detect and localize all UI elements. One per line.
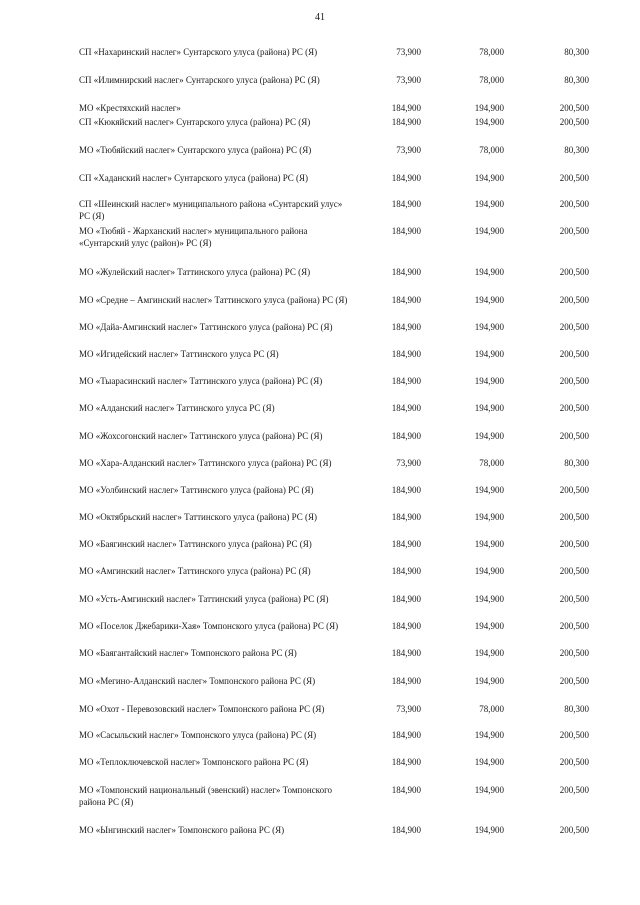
settlement-name: МО «Октябрьский наслег» Таттинского улуса (района) РС (Я) [79, 512, 317, 522]
value-col-1: 73,900 [396, 704, 421, 714]
value-col-3: 200,500 [559, 226, 589, 236]
value-col-1: 184,900 [391, 295, 421, 305]
settlement-name: МО «Мегино-Алданский наслег» Томпонского района РС (Я) [79, 676, 316, 686]
value-col-1: 184,900 [391, 403, 421, 413]
settlement-name: МО «Баягантайский наслег» Томпонского района РС (Я) [79, 648, 297, 658]
value-col-1: 184,900 [391, 785, 421, 795]
value-col-1: 184,900 [391, 648, 421, 658]
value-col-1: 184,900 [391, 539, 421, 549]
settlement-name: СП «Кюкяйский наслег» Сунтарского улуса (района) РС (Я) [79, 117, 311, 127]
value-col-1: 184,900 [391, 485, 421, 495]
value-col-1: 73,900 [396, 47, 421, 57]
value-col-1: 184,900 [391, 226, 421, 236]
settlement-name: МО «Средне – Амгинский наслег» Таттинского улуса (района) РС (Я) [79, 295, 348, 305]
settlement-name: СП «Нахаринский наслег» Сунтарского улуса (района) РС (Я) [79, 47, 318, 57]
value-col-3: 200,500 [559, 349, 589, 359]
value-col-1: 73,900 [396, 145, 421, 155]
settlement-name: СП «Илимнирский наслег» Сунтарского улуса (района) РС (Я) [79, 75, 320, 85]
value-col-3: 200,500 [559, 431, 589, 441]
value-col-1: 184,900 [391, 117, 421, 127]
value-col-1: 184,900 [391, 825, 421, 835]
settlement-name: СП «Шеинский наслег» муниципального района «Сунтарский улус» РС (Я) [79, 199, 343, 221]
value-col-3: 80,300 [564, 458, 589, 468]
value-col-3: 200,500 [559, 648, 589, 658]
value-col-3: 200,500 [559, 322, 589, 332]
value-col-1: 184,900 [391, 376, 421, 386]
value-col-3: 200,500 [559, 403, 589, 413]
value-col-1: 73,900 [396, 75, 421, 85]
settlement-name: МО «Ынгинский наслег» Томпонского района РС (Я) [79, 825, 285, 835]
value-col-1: 184,900 [391, 730, 421, 740]
value-col-2: 194,900 [474, 267, 504, 277]
settlement-name: МО «Жулейский наслег» Таттинского улуса (района) РС (Я) [79, 267, 311, 277]
value-col-2: 194,900 [474, 376, 504, 386]
settlement-name: МО «Тыарасинский наслег» Таттинского улуса (района) РС (Я) [79, 376, 323, 386]
value-col-2: 194,900 [474, 117, 504, 127]
value-col-2: 194,900 [474, 485, 504, 495]
settlement-name: МО «Тюбяйский наслег» Сунтарского улуса (района) РС (Я) [79, 145, 312, 155]
settlement-name: МО «Хара-Алданский наслег» Таттинского улуса (района) РС (Я) [79, 458, 332, 468]
value-col-1: 184,900 [391, 431, 421, 441]
value-col-3: 200,500 [559, 117, 589, 127]
settlement-name: МО «Сасыльский наслег» Томпонского улуса (района) РС (Я) [79, 730, 317, 740]
value-col-2: 194,900 [474, 512, 504, 522]
value-col-2: 78,000 [479, 458, 504, 468]
value-col-1: 184,900 [391, 594, 421, 604]
value-col-3: 200,500 [559, 199, 589, 209]
value-col-1: 73,900 [396, 458, 421, 468]
settlement-name: МО «Баягинский наслег» Таттинского улуса (района) РС (Я) [79, 539, 312, 549]
value-col-2: 194,900 [474, 403, 504, 413]
value-col-3: 200,500 [559, 621, 589, 631]
settlement-name: СП «Хаданский наслег» Сунтарского улуса (района) РС (Я) [79, 173, 309, 183]
value-col-3: 80,300 [564, 145, 589, 155]
value-col-2: 194,900 [474, 621, 504, 631]
value-col-1: 184,900 [391, 621, 421, 631]
value-col-3: 200,500 [559, 594, 589, 604]
value-col-3: 200,500 [559, 676, 589, 686]
value-col-2: 194,900 [474, 173, 504, 183]
value-col-3: 200,500 [559, 730, 589, 740]
value-col-2: 194,900 [474, 648, 504, 658]
value-col-2: 194,900 [474, 539, 504, 549]
value-col-1: 184,900 [391, 349, 421, 359]
value-col-1: 184,900 [391, 322, 421, 332]
settlement-name: МО «Усть-Амгинский наслег» Таттинский улуса (района) РС (Я) [79, 594, 329, 604]
value-col-3: 80,300 [564, 47, 589, 57]
value-col-3: 200,500 [559, 785, 589, 795]
value-col-2: 78,000 [479, 704, 504, 714]
value-col-2: 194,900 [474, 431, 504, 441]
settlement-name: МО «Поселок Джебарики-Хая» Томпонского улуса (района) РС (Я) [79, 621, 339, 631]
value-col-3: 200,500 [559, 376, 589, 386]
value-col-3: 200,500 [559, 173, 589, 183]
value-col-3: 80,300 [564, 704, 589, 714]
settlement-name: МО «Дайа-Амгинский наслег» Таттинского улуса (района) РС (Я) [79, 322, 333, 332]
value-col-3: 200,500 [559, 566, 589, 576]
value-col-2: 194,900 [474, 730, 504, 740]
value-col-2: 78,000 [479, 75, 504, 85]
value-col-2: 78,000 [479, 47, 504, 57]
value-col-3: 200,500 [559, 512, 589, 522]
value-col-2: 78,000 [479, 145, 504, 155]
value-col-2: 194,900 [474, 295, 504, 305]
settlement-name: МО «Теплоключевской наслег» Томпонского района РС (Я) [79, 757, 309, 767]
value-col-2: 194,900 [474, 757, 504, 767]
value-col-1: 184,900 [391, 267, 421, 277]
value-col-2: 194,900 [474, 322, 504, 332]
value-col-2: 194,900 [474, 785, 504, 795]
settlement-name: МО «Жохсогонский наслег» Таттинского улуса (района) РС (Я) [79, 431, 323, 441]
value-col-1: 184,900 [391, 199, 421, 209]
value-col-2: 194,900 [474, 594, 504, 604]
settlement-name: МО «Томпонский национальный (эвенский) наслег» Томпонского района РС (Я) [79, 785, 333, 807]
value-col-2: 194,900 [474, 676, 504, 686]
value-col-3: 200,500 [559, 103, 589, 113]
value-col-3: 200,500 [559, 267, 589, 277]
settlement-name: МО «Крестяхский наслег» [79, 103, 181, 113]
value-col-1: 184,900 [391, 757, 421, 767]
value-col-3: 200,500 [559, 485, 589, 495]
value-col-1: 184,900 [391, 676, 421, 686]
value-col-3: 200,500 [559, 825, 589, 835]
value-col-2: 194,900 [474, 825, 504, 835]
value-col-2: 194,900 [474, 566, 504, 576]
settlement-name: МО «Амгинский наслег» Таттинского улуса (района) РС (Я) [79, 566, 311, 576]
value-col-1: 184,900 [391, 103, 421, 113]
value-col-2: 194,900 [474, 349, 504, 359]
value-col-3: 200,500 [559, 295, 589, 305]
settlement-name: МО «Алданский наслег» Таттинского улуса РС (Я) [79, 403, 275, 413]
value-col-2: 194,900 [474, 199, 504, 209]
value-col-2: 194,900 [474, 226, 504, 236]
value-col-2: 194,900 [474, 103, 504, 113]
settlement-name: МО «Тюбяй - Жарханский наслег» муниципального района «Сунтарский улус (район)» РС (Я) [79, 226, 308, 248]
value-col-1: 184,900 [391, 566, 421, 576]
settlement-name: МО «Уолбинский наслег» Таттинского улуса (района) РС (Я) [79, 485, 314, 495]
value-col-3: 200,500 [559, 757, 589, 767]
value-col-3: 200,500 [559, 539, 589, 549]
settlement-name: МО «Игидейский наслег» Таттинского улуса РС (Я) [79, 349, 279, 359]
settlement-name: МО «Охот - Перевозовский наслег» Томпонского района РС (Я) [79, 704, 325, 714]
value-col-3: 80,300 [564, 75, 589, 85]
page-number: 41 [315, 12, 325, 23]
value-col-1: 184,900 [391, 173, 421, 183]
value-col-1: 184,900 [391, 512, 421, 522]
